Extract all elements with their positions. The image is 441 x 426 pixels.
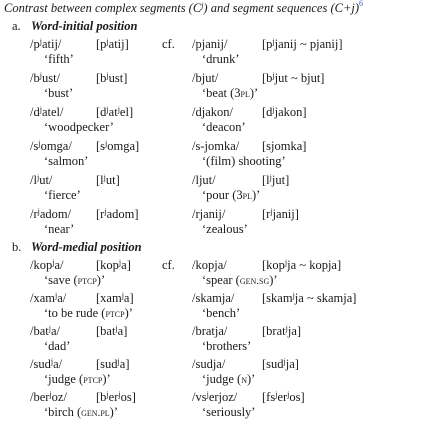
phonetic-form-compare: [skam$^j$ja ~ skamja] [262, 291, 357, 305]
superscript-j: j [284, 258, 288, 267]
superscript-j: j [269, 173, 272, 182]
gloss-compare: ‘seriously’ [202, 405, 256, 419]
gloss-compare: ‘judge (n)’ [202, 372, 256, 386]
phonemic-form: $/p^jatij/$ [30, 37, 62, 51]
phonemic-form: $/s^jomga/$ [30, 139, 72, 153]
section-marker: a. [12, 19, 21, 33]
superscript-j: j [270, 207, 273, 216]
phonemic-form: $/r^jadom/$ [30, 207, 72, 221]
gloss-compare: ‘spear (gen.sg)’ [202, 273, 278, 287]
superscript-j: j [37, 207, 40, 216]
gloss: ‘save (ptcp)’ [44, 273, 106, 287]
superscript-j: j [39, 37, 42, 46]
gloss: ‘salmon’ [44, 154, 89, 168]
phonetic-form: $[b^jer^jos]$ [96, 390, 136, 404]
gloss-compare: ‘zealous’ [202, 222, 248, 236]
title-sup: j [201, 1, 204, 10]
gloss: ‘fifth’ [44, 52, 74, 66]
superscript-j: j [118, 258, 122, 267]
superscript-j: j [48, 324, 51, 333]
gloss: ‘bust’ [44, 86, 74, 100]
superscript-j: j [272, 105, 275, 114]
phonetic-form: [kop$^j$a] [96, 258, 131, 272]
gloss-compare: ‘beat (3pl)’ [202, 86, 259, 100]
small-caps-gloss: pl [240, 88, 250, 100]
title [4, 1, 363, 16]
superscript-j: j [103, 173, 106, 182]
superscript-j: j [272, 71, 275, 80]
phonemic-form-compare: /pjanij/ [192, 37, 228, 51]
phonetic-form: [sud$^j$a] [96, 357, 130, 371]
superscript-j: j [39, 105, 42, 114]
phonetic-form-compare: $[d^jjakon]$ [262, 105, 307, 119]
gloss-compare: ‘drunk’ [202, 52, 240, 66]
superscript-j: j [52, 258, 55, 267]
phonemic-form-compare: $/vs^jerjoz/$ [192, 390, 238, 404]
superscript-j: j [104, 207, 107, 216]
gloss: ‘dad’ [44, 339, 71, 353]
phonemic-form-compare: /ljut/ [192, 173, 216, 187]
superscript-j: j [117, 105, 120, 114]
phonetic-form-compare: $[l^jjut]$ [262, 173, 290, 187]
superscript-j: j [287, 390, 290, 399]
small-caps-gloss: ptcp [77, 275, 97, 287]
section-marker: b. [12, 240, 22, 254]
phonetic-form: $[l^jut]$ [96, 173, 120, 187]
superscript-j: j [292, 291, 295, 300]
small-caps-gloss: n [241, 374, 248, 386]
phonetic-form-compare: [$p^jjanij$ ~ pjanij] [262, 37, 343, 51]
gloss-compare: ‘(film) shooting’ [202, 154, 286, 168]
phonetic-form-compare: [kop$^j$ja ~ kopja] [262, 258, 342, 272]
phonetic-form: $[p^jatij]$ [96, 37, 129, 51]
small-caps-gloss: gen.sg [239, 275, 270, 287]
gloss: ‘near’ [44, 222, 75, 236]
superscript-j: j [106, 105, 109, 114]
phonemic-form: $/d^jatel/$ [30, 105, 64, 119]
title-rest: ) and segment sequences (C+j) [203, 1, 360, 15]
cf-marker: cf. [162, 37, 175, 51]
phonemic-form-compare: /bratja/ [192, 324, 228, 338]
superscript-j: j [106, 71, 109, 80]
phonetic-form: [xam$^j$a] [96, 291, 134, 305]
phonemic-form-compare: /skamja/ [192, 291, 235, 305]
small-caps-gloss: ptcp [83, 374, 103, 386]
superscript-j: j [105, 139, 108, 148]
phonetic-form: $[d^jat^jel]$ [96, 105, 134, 119]
phonemic-form-compare: /djakon/ [192, 105, 233, 119]
phonemic-form: $/l^jut/$ [30, 173, 53, 187]
superscript-j: j [275, 390, 278, 399]
section-heading: Word-initial position [31, 19, 138, 33]
phonetic-form: $[r^jadom]$ [96, 207, 139, 221]
superscript-j: j [39, 71, 42, 80]
phonemic-form: /bat$^j$a/ [30, 324, 61, 338]
phonetic-form: $[s^jomga]$ [96, 139, 140, 153]
phonetic-form-compare: [$b^jjut$ ~ bjut] [262, 71, 325, 85]
gloss-compare: ‘bench’ [202, 306, 241, 320]
gloss: ‘woodpecker’ [44, 120, 114, 134]
phonetic-form-compare: $[r^jjanij]$ [262, 207, 299, 221]
gloss-compare: ‘deacon’ [202, 120, 246, 134]
phonetic-form-compare: [sud$^j$ja] [262, 357, 299, 371]
phonetic-form-compare: [sjomka] [262, 139, 307, 153]
section-heading: Word-medial position [31, 240, 142, 254]
phonemic-form-compare: /bjut/ [192, 71, 219, 85]
small-caps-gloss: gen.pl [81, 407, 110, 419]
phonemic-form-compare: /s-jomka/ [192, 139, 240, 153]
phonemic-form: $/b^just/$ [30, 71, 61, 85]
footnote-ref[interactable]: 6 [359, 0, 364, 8]
superscript-j: j [283, 357, 286, 366]
superscript-j: j [285, 324, 288, 333]
phonetic-form-compare: [brat$^j$ja] [262, 324, 302, 338]
superscript-j: j [38, 139, 41, 148]
superscript-j: j [206, 390, 209, 399]
phonemic-form-compare: /kopja/ [192, 258, 227, 272]
gloss: ‘fierce’ [44, 188, 81, 202]
phonemic-form: /kop$^j$a/ [30, 258, 64, 272]
phonetic-form-compare: $[fs^jer^jos]$ [262, 390, 305, 404]
superscript-j: j [106, 390, 109, 399]
gloss-compare: ‘pour (3pl)’ [202, 188, 261, 202]
title-main: Contrast between complex segments (C [4, 1, 202, 15]
cf-marker: cf. [162, 258, 175, 272]
phonetic-form: $[b^just]$ [96, 71, 128, 85]
small-caps-gloss: ptcp [105, 308, 125, 320]
phonemic-form: /sud$^j$a/ [30, 357, 63, 371]
superscript-j: j [50, 357, 54, 366]
superscript-j: j [49, 390, 52, 399]
phonetic-form: [bat$^j$a] [96, 324, 128, 338]
phonemic-form-compare: /rjanij/ [192, 207, 226, 221]
phonemic-form-compare: /sudja/ [192, 357, 226, 371]
small-caps-gloss: pl [242, 190, 252, 202]
superscript-j: j [272, 37, 275, 46]
gloss: ‘judge (ptcp)’ [44, 372, 111, 386]
gloss-compare: ‘brothers’ [202, 339, 252, 353]
phonemic-form: /xam$^j$a/ [30, 291, 67, 305]
gloss: ‘birch (gen.pl)’ [44, 405, 118, 419]
superscript-j: j [106, 37, 109, 46]
phonemic-form: /ber$^j$oz/ [30, 390, 67, 404]
superscript-j: j [121, 291, 124, 300]
superscript-j: j [36, 173, 40, 182]
superscript-j: j [115, 324, 118, 333]
superscript-j: j [55, 291, 58, 300]
superscript-j: j [118, 390, 121, 399]
gloss: ‘to be rude (ptcp)’ [44, 306, 133, 320]
superscript-j: j [117, 357, 120, 366]
